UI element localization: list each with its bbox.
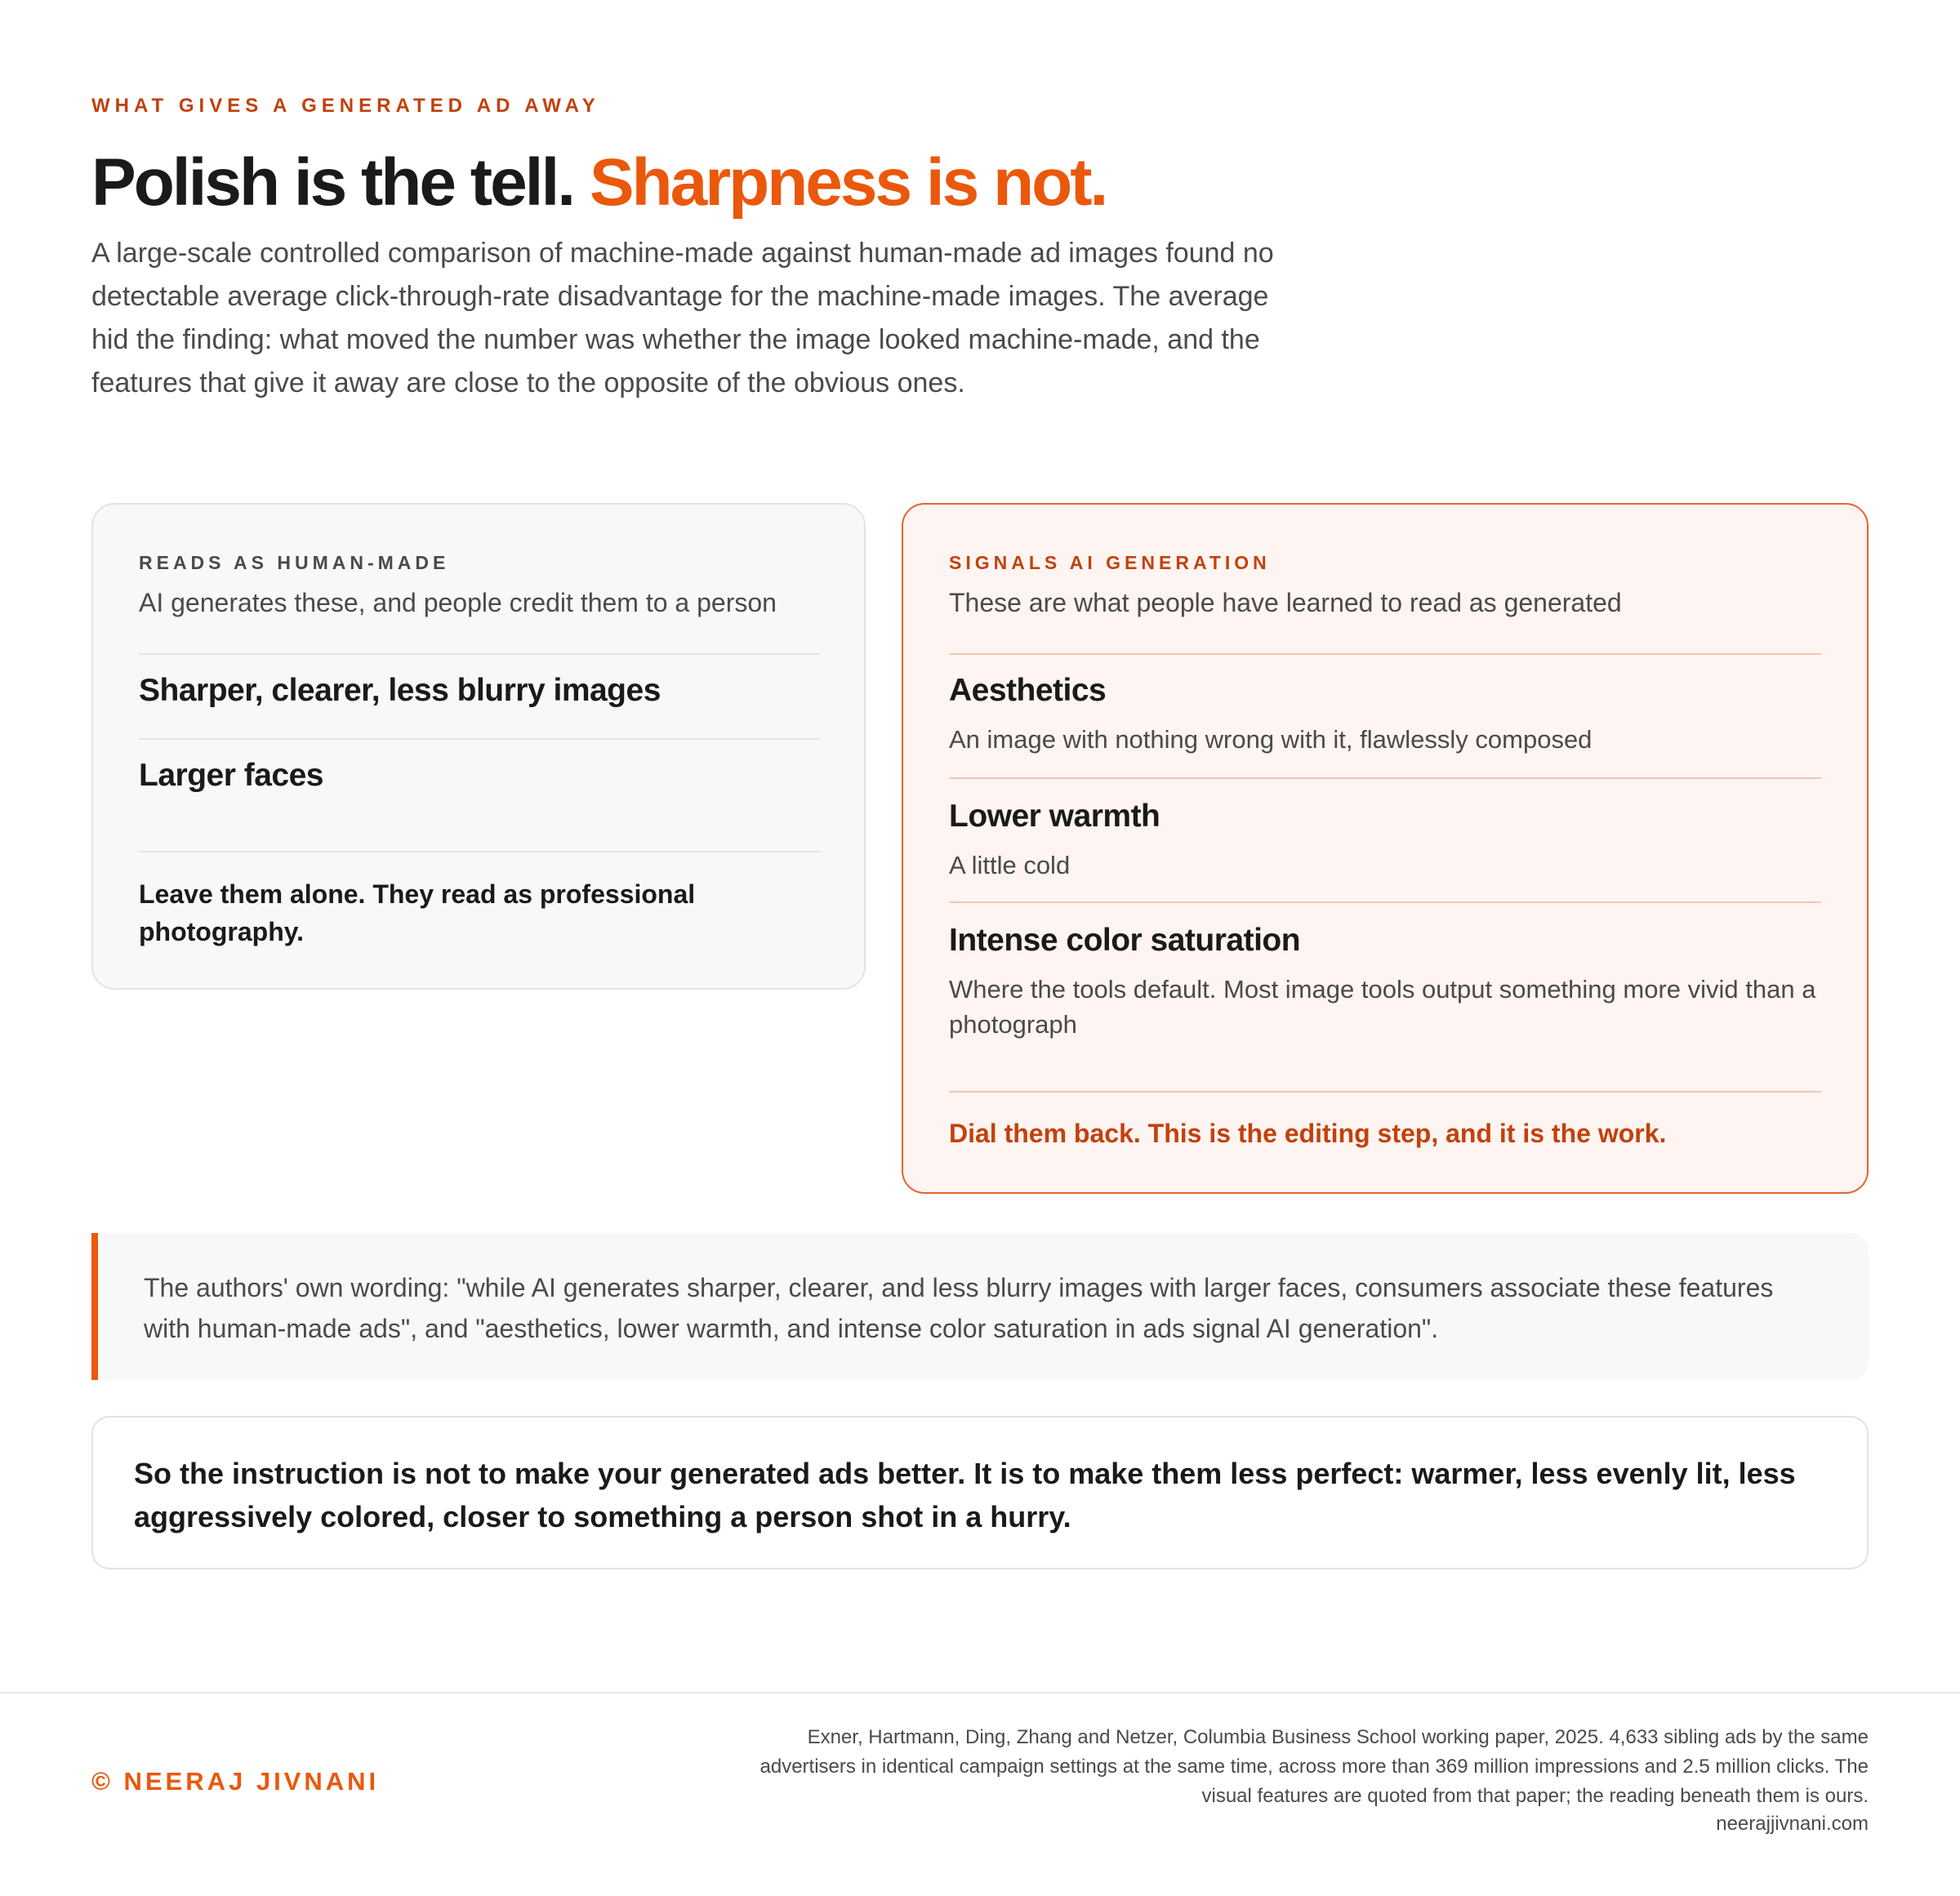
- card-eyebrow: SIGNALS AI GENERATION: [949, 552, 1271, 573]
- feature-title: Larger faces: [139, 758, 323, 793]
- divider: [949, 901, 1821, 903]
- ai-generation-card: [902, 503, 1869, 1194]
- feature-description: Where the tools default. Most image tools output something more vivid than a photograph: [949, 975, 1816, 1039]
- feature-title: Sharper, clearer, less blurry images: [139, 673, 661, 708]
- card-subtitle: These are what people have learned to read as generated: [949, 588, 1622, 617]
- feature-title: Lower warmth: [949, 799, 1160, 834]
- headline-accent: Sharpness is not.: [589, 145, 1107, 220]
- eyebrow: WHAT GIVES A GENERATED AD AWAY: [91, 95, 600, 117]
- divider: [949, 777, 1821, 779]
- footer-divider: [0, 1692, 1960, 1693]
- footer-brand: © NEERAJ JIVNANI: [91, 1767, 380, 1796]
- divider: [949, 653, 1821, 655]
- divider: [949, 1091, 1821, 1093]
- card-conclusion: Leave them alone. They read as professional photography.: [139, 879, 696, 946]
- instruction-text: So the instruction is not to make your generated ads better. It is to make them less perfect: warmer, less evenly lit, less aggressively colored, closer to something a person shot in a hurry.: [134, 1457, 1796, 1533]
- headline-dark: Polish is the tell.: [91, 145, 574, 220]
- instruction-box: [91, 1416, 1869, 1569]
- feature-description: A little cold: [949, 851, 1071, 879]
- intro-paragraph: A large-scale controlled comparison of machine-made against human-made ad images found no detectable average click-through-rate disadvantage for the machine-made images. The average hid the finding: what moved the number was whether the image looked machine-made, and the features that give it away are close to the opposite of the obvious ones.: [91, 238, 1274, 398]
- human-made-card: [91, 503, 866, 990]
- page-title: [91, 144, 1106, 222]
- feature-description: An image with nothing wrong with it, flawlessly composed: [949, 725, 1592, 754]
- quote-text: The authors' own wording: "while AI generates sharper, clearer, and less blurry images with larger faces, consumers associate these features with human-made ads", and "aesthetics, lower warmth, and intense color saturation in ads signal AI generation".: [144, 1273, 1774, 1343]
- footer-citation: Exner, Hartmann, Ding, Zhang and Netzer, Columbia Business School working paper, 2025. 4,633 sibling ads by the same advertisers in identical campaign settings at the same time, across more than 369 million impressions and 2.5 million clicks. The visual features are quoted from that paper; the reading beneath them is ours.: [760, 1726, 1869, 1807]
- feature-title: Aesthetics: [949, 673, 1107, 708]
- feature-title: Intense color saturation: [949, 923, 1301, 958]
- card-subtitle: AI generates these, and people credit them to a person: [139, 588, 777, 617]
- card-eyebrow: READS AS HUMAN-MADE: [139, 552, 450, 573]
- authors-quote: [91, 1233, 1869, 1380]
- divider: [139, 851, 820, 852]
- divider: [139, 653, 820, 655]
- footer-url: neerajjivnani.com: [1716, 1813, 1869, 1835]
- card-conclusion: Dial them back. This is the editing step, and it is the work.: [949, 1119, 1667, 1148]
- divider: [139, 738, 820, 740]
